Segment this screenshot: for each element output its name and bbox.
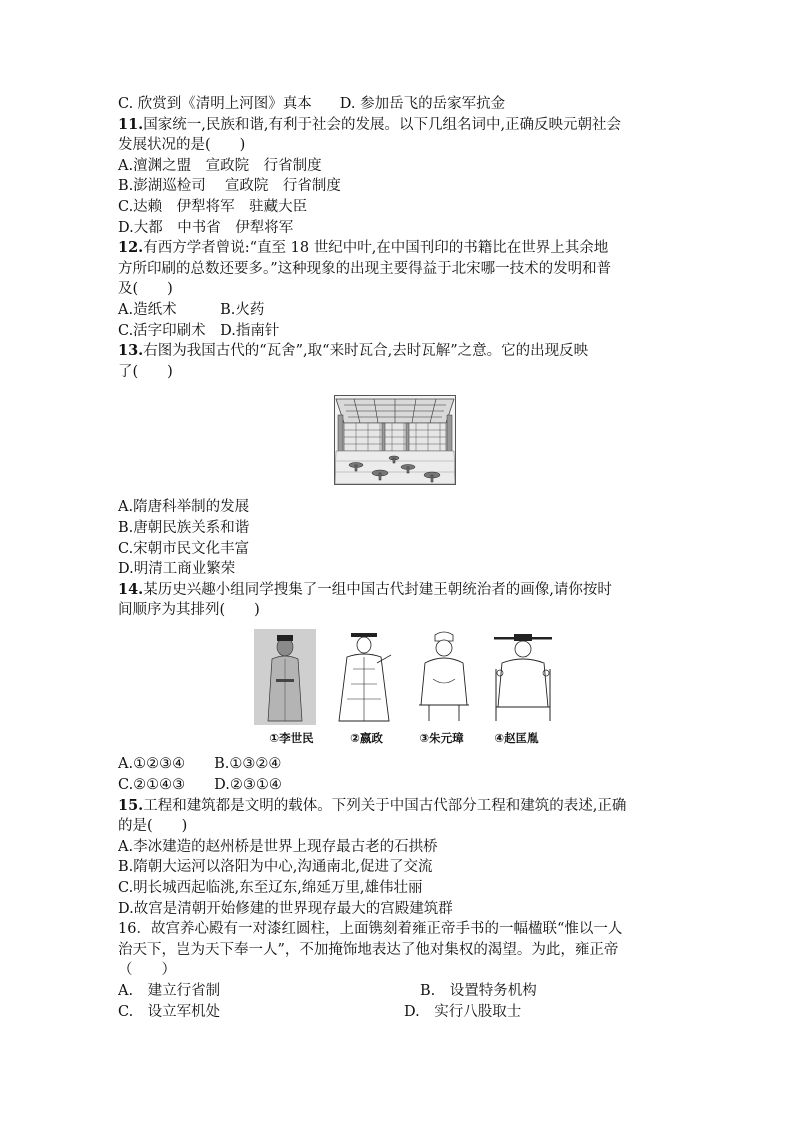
q11-option-a: A.澶渊之盟 宣政院 行省制度 — [118, 157, 322, 174]
q15-stem-line1: 工程和建筑都是文明的载体。下列关于中国古代部分工程和建筑的表述,正确 — [143, 797, 627, 814]
q11-stem-line2: 发展状况的是( ) — [118, 137, 246, 154]
emperor-portraits-figure — [254, 629, 554, 749]
q12-options-cd: C.活字印刷术 D.指南针 — [118, 322, 280, 339]
q16-stem-line3: （ ） — [118, 962, 176, 979]
q13-option-b: B.唐朝民族关系和谐 — [118, 519, 250, 536]
q16-option-c: C. 设立军机处 — [118, 1003, 221, 1020]
q13-option-a: A.隋唐科举制的发展 — [118, 499, 250, 516]
caption-3: ③朱元璋 — [419, 730, 464, 745]
caption-2: ②嬴政 — [350, 730, 383, 745]
q13-option-c: C.宋朝市民文化丰富 — [118, 540, 250, 557]
q15-option-b: B.隋朝大运河以洛阳为中心,沟通南北,促进了交流 — [118, 859, 433, 876]
portrait-captions — [254, 728, 554, 749]
q16-option-b: B. 设置特务机构 — [420, 983, 537, 999]
q11-stem — [118, 115, 678, 136]
q11-option-d: D.大都 中书省 伊犁将军 — [118, 219, 294, 236]
q16-options-cd — [118, 1002, 678, 1023]
q13-stem — [118, 341, 678, 362]
q13-number: 13. — [118, 342, 144, 360]
q14-stem-line1: 某历史兴趣小组同学搜集了一组中国古代封建王朝统治者的画像,请你按时 — [143, 581, 612, 598]
q12-stem-line2: 方所印刷的总数还要多。”这种现象的出现主要得益于北宋哪一技术的发明和普 — [118, 260, 612, 277]
q12-number: 12. — [118, 239, 144, 257]
portrait-zhao-kuangyin — [492, 629, 554, 725]
q14-number: 14. — [118, 580, 144, 598]
caption-4: ④赵匡胤 — [494, 730, 539, 745]
q12-stem-line1: 有西方学者曾说:“直至 18 世纪中叶,在中国刊印的书籍比在世界上其余地 — [143, 240, 609, 257]
q16-options-ab — [118, 981, 678, 1002]
q11-stem-line1: 国家统一,民族和谐,有利于社会的发展。以下几组名词中,正确反映元朝社会 — [143, 116, 622, 133]
q14-options-ab: A.①②③④ B.①③②④ — [118, 756, 282, 773]
q14-options-cd: C.②①④③ D.②③①④ — [118, 777, 282, 794]
q12-stem-line3: 及( ) — [118, 281, 173, 298]
q15-stem-line2: 的是( ) — [118, 818, 188, 835]
q13-option-d: D.明清工商业繁荣 — [118, 561, 236, 578]
q15-option-c: C.明长城西起临洮,东至辽东,绵延万里,雄伟壮丽 — [118, 880, 423, 897]
q16-stem-line1: 16．故宫养心殿有一对漆红圆柱，上面镌刻着雍正帝手书的一幅楹联“惟以一人 — [118, 921, 623, 938]
q16-stem-line2: 治天下，岂为天下奉一人”，不加掩饰地表达了他对集权的渴望。为此，雍正帝 — [118, 941, 619, 958]
q11-number: 11. — [118, 115, 144, 133]
q15-number: 15. — [118, 796, 144, 814]
washe-theater-illustration — [334, 395, 456, 485]
q12-stem — [118, 238, 678, 259]
q16-option-d: D. 实行八股取士 — [404, 1003, 522, 1020]
q15-option-a: A.李冰建造的赵州桥是世界上现存最古老的石拱桥 — [118, 838, 438, 855]
portrait-zhu-yuanzhang — [413, 629, 475, 725]
q15-option-d: D.故宫是清朝开始修建的世界现存最大的宫殿建筑群 — [118, 900, 453, 917]
q10-option-d: D. 参加岳飞的岳家军抗金 — [339, 96, 506, 112]
q11-option-c: C.达赖 伊犁将军 驻藏大臣 — [118, 198, 308, 215]
q11-option-b: B.澎湖巡检司 宣政院 行省制度 — [118, 178, 341, 195]
q14-stem-line2: 间顺序为其排列( ) — [118, 602, 260, 619]
caption-1: ①李世民 — [269, 730, 314, 745]
q12-options-ab: A.造纸术 B.火药 — [118, 301, 265, 318]
q16-option-a: A. 建立行省制 — [118, 983, 221, 999]
q14-stem — [118, 580, 678, 601]
q10-options-cd — [118, 94, 678, 115]
exam-page — [118, 94, 678, 1022]
q10-option-c: C. 欣赏到《清明上河图》真本 — [118, 96, 312, 112]
q13-stem-line2: 了( ) — [118, 363, 173, 380]
portrait-ying-zheng — [333, 629, 395, 725]
portrait-li-shimin — [254, 629, 316, 725]
q15-stem — [118, 796, 678, 817]
q13-stem-line1: 右图为我国古代的“瓦舍”,取“来时瓦合,去时瓦解”之意。它的出现反映 — [143, 343, 589, 360]
